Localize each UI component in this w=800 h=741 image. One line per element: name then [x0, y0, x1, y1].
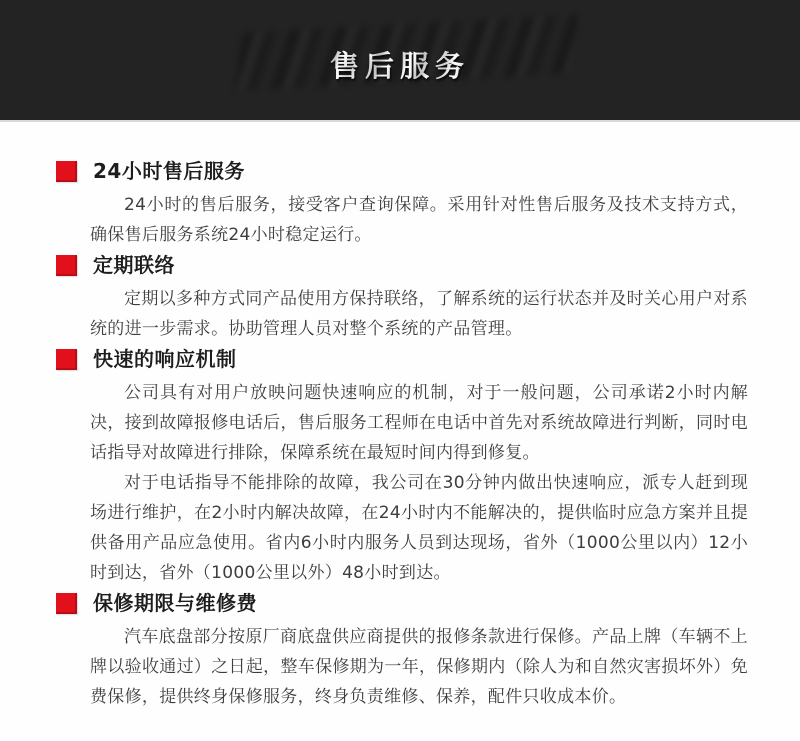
- section-heading: 24小时售后服务: [93, 159, 245, 183]
- section-heading: 快速的响应机制: [93, 347, 237, 371]
- page-header-banner: [0, 0, 800, 122]
- section-paragraph: 对于电话指导不能排除的故障，我公司在30分钟内做出快速响应，派专人赶到现场进行维护，在2小时内解决故障，在24小时内不能解决的，提供临时应急方案并且提供备用产品应急使用。省内6小时内服务人员到达现场，省外（1000公里以内）12小时到达，省外（1000公里以外）48小时到达。: [90, 473, 748, 583]
- section-heading-row: [56, 346, 748, 372]
- section-heading: 定期联络: [93, 253, 175, 277]
- section-heading-row: [56, 158, 748, 184]
- section-paragraph: 定期以多种方式同产品使用方保持联络，了解系统的运行状态并及时关心用户对系统的进一步需求。协助管理人员对整个系统的产品管理。: [90, 289, 748, 339]
- red-square-bullet-icon: [56, 161, 77, 182]
- section-paragraph: 24小时的售后服务，接受客户查询保障。采用针对性售后服务及技术支持方式，确保售后服务系统24小时稳定运行。: [90, 195, 748, 245]
- section-paragraph: 汽车底盘部分按原厂商底盘供应商提供的报修条款进行保修。产品上牌（车辆不上牌以验收通过）之日起，整车保修期为一年，保修期内（除人为和自然灾害损坏外）免费保修，提供终身保修服务，终身负责维修、保养，配件只收成本价。: [90, 627, 748, 707]
- section-regular-contact: [56, 252, 748, 344]
- section-paragraph: 公司具有对用户放映问题快速响应的机制，对于一般问题，公司承诺2小时内解决，接到故障报修电话后，售后服务工程师在电话中首先对系统故障进行判断，同时电话指导对故障进行排除，保障系统在最短时间内得到修复。: [90, 383, 748, 463]
- red-square-bullet-icon: [56, 255, 77, 276]
- content-area: [0, 122, 800, 712]
- section-heading-row: [56, 590, 748, 616]
- section-heading-row: [56, 252, 748, 278]
- section-warranty-fees: [56, 590, 748, 712]
- section-heading: 保修期限与维修费: [93, 591, 257, 615]
- section-rapid-response: [56, 346, 748, 588]
- red-square-bullet-icon: [56, 593, 77, 614]
- section-24h-service: [56, 158, 748, 250]
- red-square-bullet-icon: [56, 349, 77, 370]
- page-title: 售后服务: [329, 49, 470, 83]
